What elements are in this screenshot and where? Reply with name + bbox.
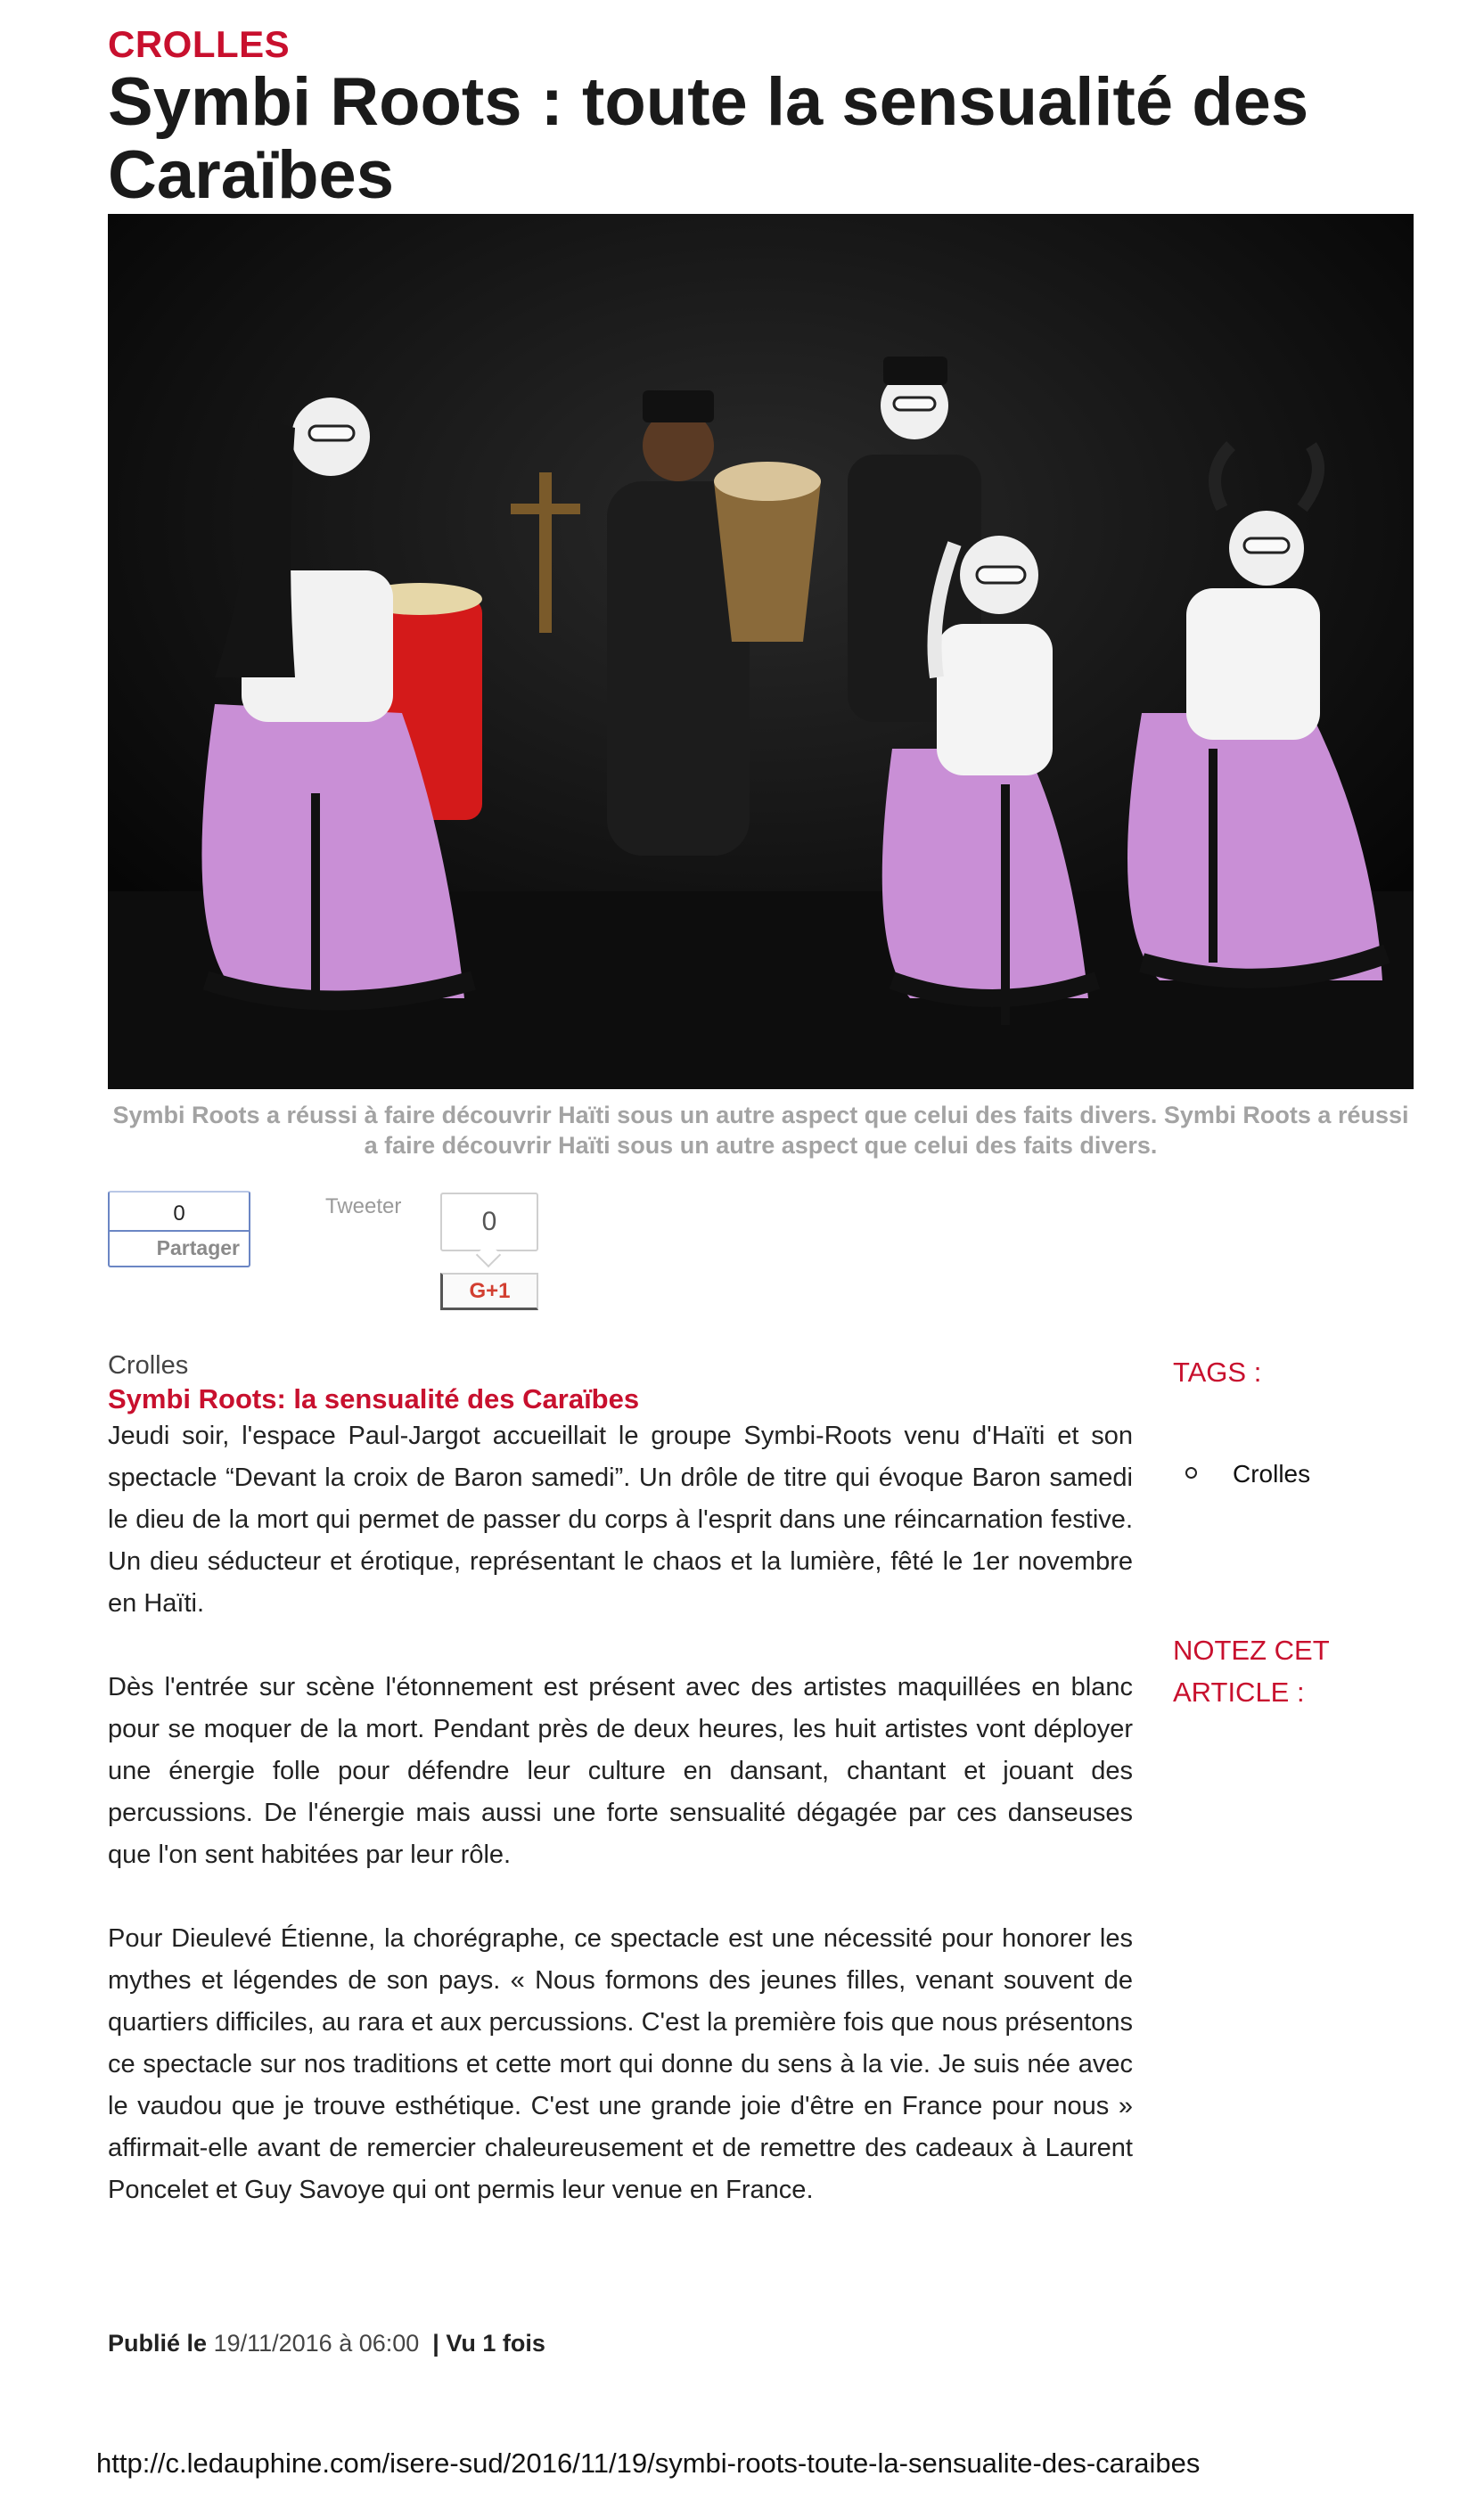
facebook-share-divider (110, 1230, 249, 1232)
article-photo (108, 214, 1414, 1089)
publication-info (108, 2330, 545, 2357)
view-count: | Vu 1 fois (432, 2330, 545, 2357)
gplus-button[interactable]: G+1 (440, 1273, 538, 1310)
facebook-share-button[interactable]: Partager (156, 1236, 240, 1259)
article-paragraph: Dès l'entrée sur scène l'étonnement est présent avec des artistes maquillées en blanc pour se moquer de la mort. Pendant près de deux heures, les huit artistes vont déployer une énergie folle pour défendre leur culture en dansant, chantant et jouant des percussions. De l'énergie mais aussi une forte sensualité dégagée par ces danseuses que l'on sent habitées par leur rôle. (108, 1673, 1133, 1869)
tags-heading: TAGS : (1173, 1357, 1262, 1388)
facebook-share-count: 0 (173, 1201, 185, 1226)
article-paragraph: Jeudi soir, l'espace Paul-Jargot accueillait le groupe Symbi-Roots venu d'Haïti et son spectacle “Devant la croix de Baron samedi”. Un drôle de titre qui évoque Baron samedi le dieu de la mort qui permet de passer du corps à l'esprit dans une réincarnation festive. Un dieu séducteur et érotique, représentant le chaos et la lumière, fêté le 1er novembre en Haïti. (108, 1422, 1133, 1618)
article-kicker: CROLLES (108, 23, 291, 65)
tweet-button[interactable]: Tweeter (325, 1194, 402, 1218)
article-location: Crolles (108, 1351, 189, 1380)
facebook-share-widget[interactable] (108, 1191, 250, 1267)
article-subheading: Symbi Roots: la sensualité des Caraïbes (108, 1383, 640, 1414)
article-body (108, 1415, 1133, 2253)
published-date: 19/11/2016 à 06:00 (213, 2330, 420, 2357)
photo-caption: Symbi Roots a réussi à faire découvrir Haïti sous un autre aspect que celui des faits divers. Symbi Roots a réussi a faire découvrir Haïti sous un autre aspect que celui des faits divers. (112, 1102, 1409, 1159)
published-label: Publié le (108, 2330, 208, 2357)
bullet-icon (1185, 1467, 1197, 1479)
gplus-count-bubble: 0 (440, 1193, 538, 1251)
rate-article-heading: NOTEZ CET ARTICLE : (1173, 1635, 1330, 1708)
tag-item[interactable] (1185, 1460, 1310, 1488)
tag-label[interactable]: Crolles (1233, 1460, 1311, 1488)
article-title: Symbi Roots : toute la sensualité des Caraïbes (108, 64, 1309, 213)
article-paragraph: Pour Dieulevé Étienne, la chorégraphe, ce spectacle est une nécessité pour honorer les mythes et légendes de son pays. « Nous formons des jeunes filles, venant souvent de quartiers difficiles, au rara et aux percussions. C'est la première fois que nous présentons ce spectacle sur nos traditions et cette mort qui donne du sens à la vie. Je suis née avec le vaudou que je trouve esthétique. C'est une grande joie d'être en France pour nous » affirmait-elle avant de remercier chaleureusement et de remettre des cadeaux à Laurent Poncelet et Guy Savoye qui ont permis leur venue en France. (108, 1924, 1133, 2204)
page-url: http://c.ledauphine.com/isere-sud/2016/11/19/symbi-roots-toute-la-sensualite-des-caraibes (96, 2447, 1201, 2479)
dance-performance-image (108, 214, 1414, 1089)
